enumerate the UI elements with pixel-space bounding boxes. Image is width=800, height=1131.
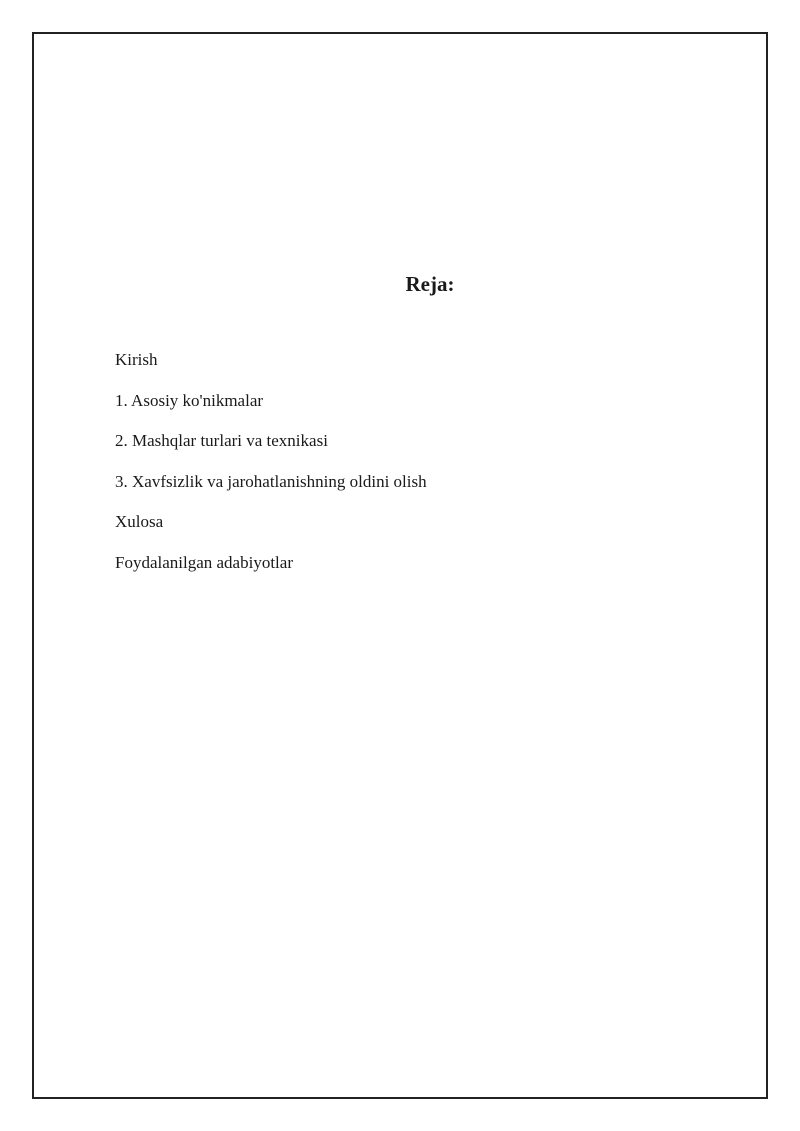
toc-item-introduction: Kirish	[115, 350, 158, 369]
toc-item-3: 3. Xavfsizlik va jarohatlanishning oldini olish	[115, 471, 427, 491]
toc-item-2: 2. Mashqlar turlari va texnikasi	[115, 431, 328, 451]
toc-item-conclusion: Xulosa	[115, 512, 164, 532]
page-title: Reja:	[405, 272, 455, 296]
toc-item-references: Foydalanilgan adabiyotlar	[115, 552, 293, 572]
toc-item-1: 1. Asosiy ko'nikmalar	[115, 390, 264, 410]
table-of-contents	[115, 350, 427, 594]
